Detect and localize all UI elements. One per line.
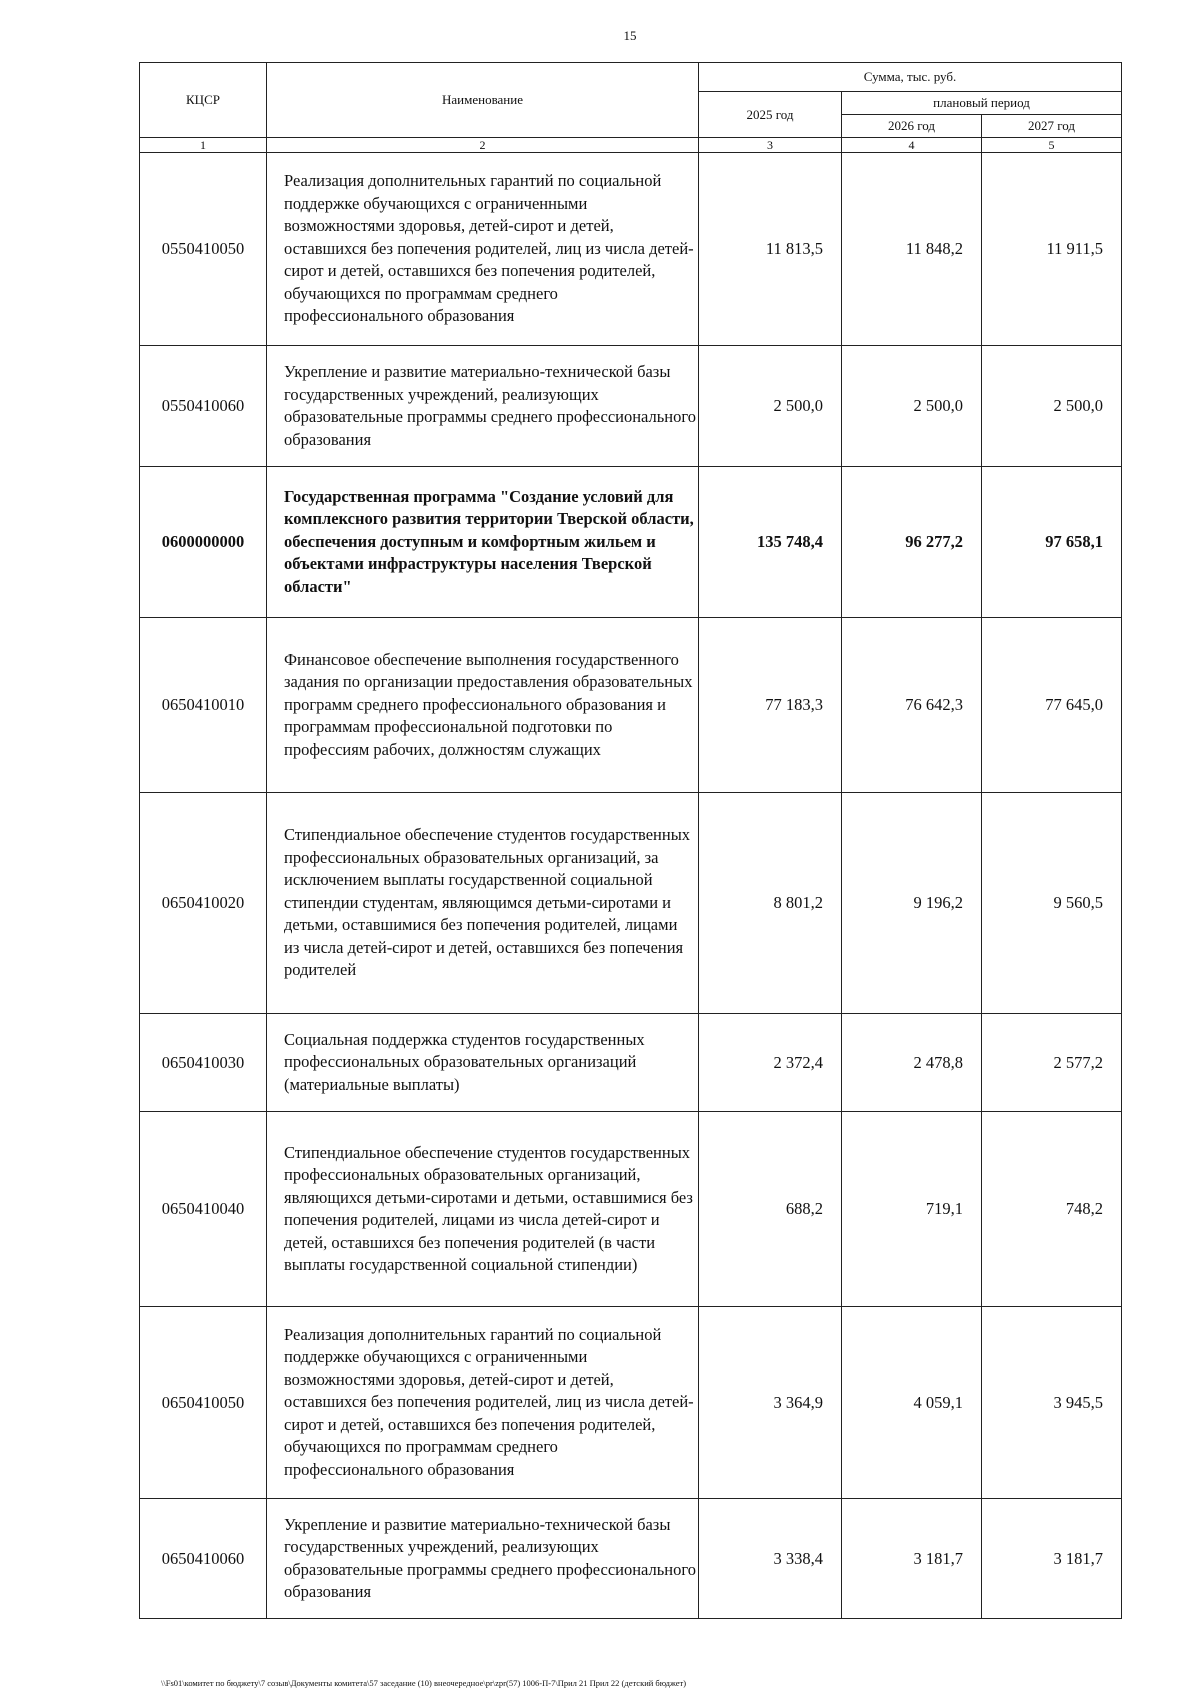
row-value-2027: 97 658,1 [982,467,1122,618]
row-name: Социальная поддержка студентов государственных профессиональных образовательных организаций (материальные выплаты) [267,1014,699,1112]
row-name: Стипендиальное обеспечение студентов государственных профессиональных образовательных организаций, являющихся детьми-сиротами и детьми, оставшимися без попечения родителей, лицами из числа детей-сирот и детей, оставшихся без попечения родителей (в части выплаты государственной социальной стипендии) [267,1112,699,1307]
row-code: 0650410040 [140,1112,267,1307]
row-value-2026: 96 277,2 [842,467,982,618]
column-number: 1 [140,138,267,153]
row-value-2027: 9 560,5 [982,793,1122,1014]
row-value-2026: 4 059,1 [842,1307,982,1499]
row-name: Стипендиальное обеспечение студентов государственных профессиональных образовательных организаций, за исключением выплаты государственной социальной стипендии студентам, являющимся детьми-сиротами и детьми, оставшимися без попечения родителей, лицами из числа детей-сирот и детей, оставшихся без попечения родителей [267,793,699,1014]
header-code: КЦСР [140,63,267,138]
row-code: 0650410060 [140,1499,267,1619]
row-code: 0550410050 [140,153,267,346]
row-value-2027: 748,2 [982,1112,1122,1307]
row-value-2026: 11 848,2 [842,153,982,346]
row-value-2025: 8 801,2 [699,793,842,1014]
row-code: 0650410030 [140,1014,267,1112]
row-value-2027: 3 945,5 [982,1307,1122,1499]
row-value-2027: 3 181,7 [982,1499,1122,1619]
row-code: 0650410050 [140,1307,267,1499]
header-sum: Сумма, тыс. руб. [699,63,1122,92]
header-2026: 2026 год [842,115,982,138]
column-number: 2 [267,138,699,153]
column-number-row [140,138,1122,153]
budget-table [139,62,1122,1619]
row-name: Укрепление и развитие материально-технической базы государственных учреждений, реализующих образовательные программы среднего профессионального образования [267,1499,699,1619]
row-name: Реализация дополнительных гарантий по социальной поддержке обучающихся с ограниченными возможностями здоровья, детей-сирот и детей, оставшихся без попечения родителей, лиц из числа детей-сирот и детей, оставшихся без попечения родителей, обучающихся по программам среднего профессионального образования [267,153,699,346]
row-value-2026: 9 196,2 [842,793,982,1014]
table-row [140,153,1122,346]
table-row [140,467,1122,618]
row-value-2025: 2 372,4 [699,1014,842,1112]
page-number: 15 [623,28,637,43]
row-value-2025: 688,2 [699,1112,842,1307]
row-value-2025: 3 338,4 [699,1499,842,1619]
row-code: 0650410020 [140,793,267,1014]
row-value-2027: 11 911,5 [982,153,1122,346]
row-name: Государственная программа "Создание условий для комплексного развития территории Тверской области, обеспечения доступным и комфортным жильем и объектами инфраструктуры населения Тверской области" [267,467,699,618]
row-name: Укрепление и развитие материально-технической базы государственных учреждений, реализующих образовательные программы среднего профессионального образования [267,346,699,467]
row-value-2027: 2 500,0 [982,346,1122,467]
row-value-2027: 2 577,2 [982,1014,1122,1112]
column-number: 4 [842,138,982,153]
row-code: 0550410060 [140,346,267,467]
header-2025: 2025 год [699,92,842,138]
table-row [140,793,1122,1014]
row-value-2026: 2 478,8 [842,1014,982,1112]
file-path-footer: \\Fs01\комитет по бюджету\7 созыв\Документы комитета\57 заседание (10) внеочередное\pr\zpr(57) 1006-П-7\Прил 21 Прил 22 (детский бюджет) [161,1678,687,1688]
table-row [140,1112,1122,1307]
table-row [140,1014,1122,1112]
row-name: Реализация дополнительных гарантий по социальной поддержке обучающихся с ограниченными возможностями здоровья, детей-сирот и детей, оставшихся без попечения родителей, лиц из числа детей-сирот и детей, оставшихся без попечения родителей, обучающихся по программам среднего профессионального образования [267,1307,699,1499]
row-value-2025: 2 500,0 [699,346,842,467]
row-name: Финансовое обеспечение выполнения государственного задания по организации предоставления образовательных программ среднего профессионального образования и программам профессиональной подготовки по профессиям рабочих, должностям служащих [267,618,699,793]
header-name: Наименование [267,63,699,138]
header-2027: 2027 год [982,115,1122,138]
row-code: 0650410010 [140,618,267,793]
row-value-2026: 76 642,3 [842,618,982,793]
row-value-2026: 2 500,0 [842,346,982,467]
row-value-2025: 77 183,3 [699,618,842,793]
table-row [140,1307,1122,1499]
column-number: 3 [699,138,842,153]
row-value-2026: 719,1 [842,1112,982,1307]
row-value-2026: 3 181,7 [842,1499,982,1619]
column-number: 5 [982,138,1122,153]
row-value-2025: 135 748,4 [699,467,842,618]
table-row [140,1499,1122,1619]
table-row [140,346,1122,467]
header-planning-period: плановый период [842,92,1122,115]
row-value-2027: 77 645,0 [982,618,1122,793]
row-value-2025: 3 364,9 [699,1307,842,1499]
row-code: 0600000000 [140,467,267,618]
table-row [140,618,1122,793]
row-value-2025: 11 813,5 [699,153,842,346]
